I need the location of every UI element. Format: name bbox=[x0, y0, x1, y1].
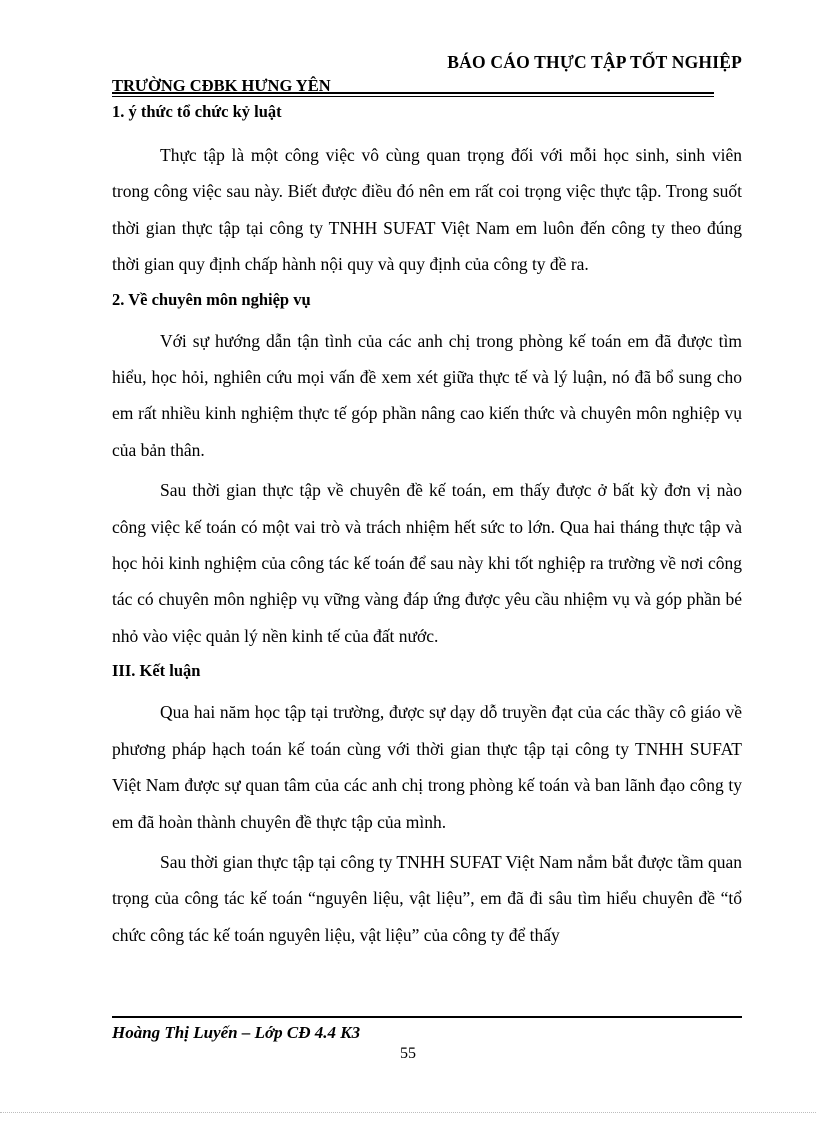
page-number: 55 bbox=[400, 1045, 416, 1062]
document-body bbox=[112, 97, 742, 953]
section-heading-expertise: 2. Về chuyên môn nghiệp vụ bbox=[112, 289, 311, 309]
paragraph: Sau thời gian thực tập tại công ty TNHH SUFAT Việt Nam nắm bắt được tầm quan trọng của công tác kế toán “nguyên liệu, vật liệu”, em đã đi sâu tìm hiểu chuyên đề “tổ chức công tác kế toán nguyên liệu, vật liệu” của công ty để thấy bbox=[112, 851, 742, 945]
paragraph: Với sự hướng dẫn tận tình của các anh chị trong phòng kế toán em đã được tìm hiểu, học hỏi, nghiên cứu mọi vấn đề xem xét giữa thực tế và lý luận, nó đã bổ sung cho em rất nhiều kinh nghiệm thực tế góp phần nâng cao kiến thức và chuyên môn nghiệp vụ của bản thân. bbox=[112, 330, 742, 460]
section-heading-discipline: 1. ý thức tổ chức kỷ luật bbox=[112, 102, 282, 121]
paragraph: Thực tập là một công việc vô cùng quan trọng đối với mỗi học sinh, sinh viên trong công việc sau này. Biết được điều đó nên em rất coi trọng việc thực tập. Trong suốt thời gian thực tập tại công ty TNHH SUFAT Việt Nam em luôn đến công ty theo đúng thời gian quy định chấp hành nội quy và quy định của công ty đề ra. bbox=[112, 145, 742, 275]
footer-author: Hoàng Thị Luyến – Lớp CĐ 4.4 K3 bbox=[112, 1023, 361, 1042]
paragraph: Sau thời gian thực tập về chuyên đề kế toán, em thấy được ở bất kỳ đơn vị nào công việc kế toán có một vai trò và trách nhiệm hết sức to lớn. Qua hai tháng thực tập và học hỏi kinh nghiệm của công tác kế toán để sau này khi tốt nghiệp ra trường về nơi công tác có chuyên môn nghiệp vụ vững vàng đáp ứng được yêu cầu nhiệm vụ và góp phần bé nhỏ vào việc quản lý nền kinh tế của đất nước. bbox=[112, 480, 742, 646]
page-break-line bbox=[0, 1112, 816, 1113]
school-name: TRƯỜNG CĐBK HƯNG YÊN bbox=[112, 76, 331, 95]
report-title: BÁO CÁO THỰC TẬP TỐT NGHIỆP bbox=[447, 52, 742, 72]
header-rule bbox=[112, 92, 714, 94]
section-heading-conclusion: III. Kết luận bbox=[112, 661, 201, 681]
footer-rule bbox=[112, 1016, 742, 1018]
paragraph: Qua hai năm học tập tại trường, được sự dạy dỗ truyền đạt của các thầy cô giáo về phương pháp hạch toán kế toán cùng với thời gian thực tập tại công ty TNHH SUFAT Việt Nam được sự quan tâm của các anh chị trong phòng kế toán và ban lãnh đạo công ty em đã hoàn thành chuyên đề thực tập của mình. bbox=[112, 702, 742, 832]
